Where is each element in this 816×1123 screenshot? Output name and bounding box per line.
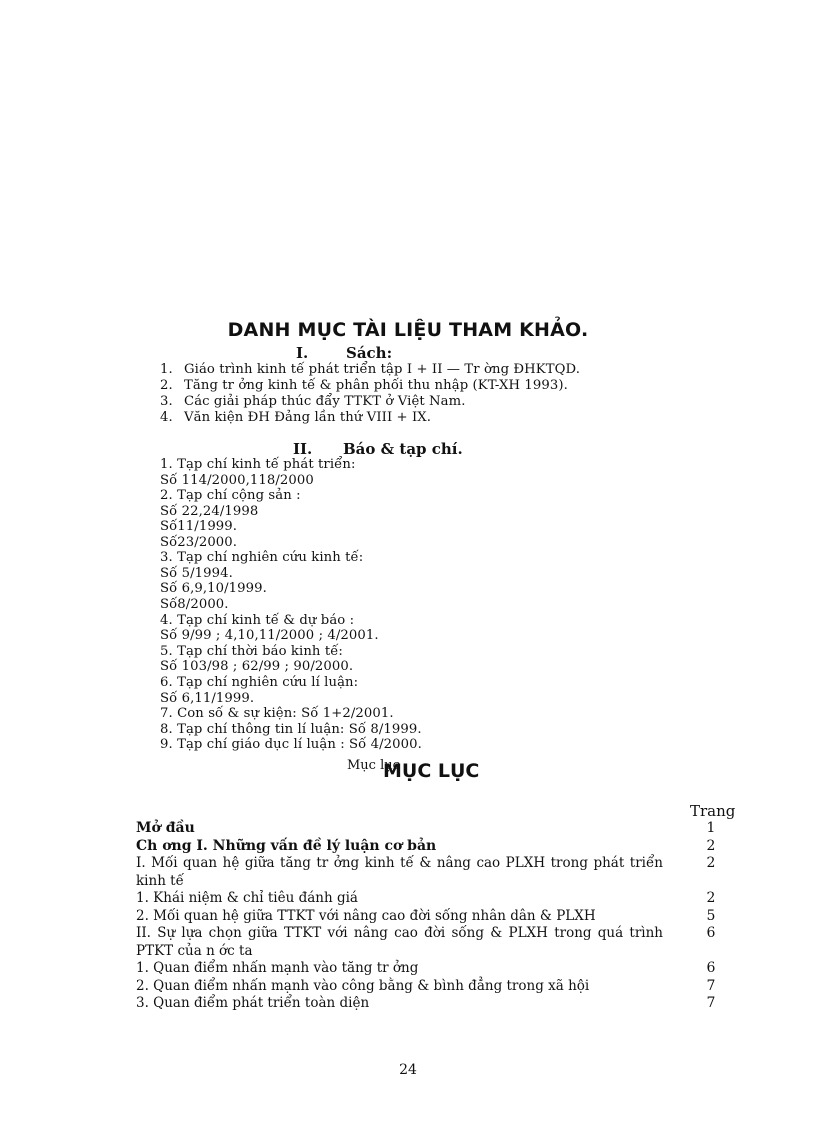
toc-entry-page: 1 <box>706 820 716 836</box>
toc-entry-page: 7 <box>706 995 716 1011</box>
toc-entry <box>136 995 736 1013</box>
toc-entry <box>136 890 736 908</box>
toc-entry-page: 2 <box>706 855 716 871</box>
toc-entry-page: 5 <box>706 907 716 924</box>
list-item: 2. Tăng tr ởng kinh tế & phân phối thu nhập (KT-XH 1993). <box>160 378 568 393</box>
toc-entry <box>136 908 736 926</box>
toc-entry-page: 6 <box>706 960 716 976</box>
list-item: Số23/2000. <box>160 535 238 550</box>
list-item: Số 6,9,10/1999. <box>160 581 267 596</box>
list-item: 1. Giáo trình kinh tế phát triển tập I + II — Tr ờng ĐHKTQD. <box>160 362 581 377</box>
section-title: Báo & tạp chí. <box>343 440 463 458</box>
list-item: 7. Con số & sự kiện: Số 1+2/2001. <box>160 706 394 721</box>
table-of-contents <box>136 820 736 1013</box>
toc-entry-text: Mở đầu <box>136 820 195 836</box>
list-item: 1. Tạp chí kinh tế phát triển: <box>160 457 356 472</box>
page-number: 24 <box>399 1062 417 1078</box>
list-item: 4. Văn kiện ĐH Đảng lần thứ VIII + IX. <box>160 410 432 425</box>
list-item: 4. Tạp chí kinh tế & dự báo : <box>160 613 355 628</box>
section-heading-journals <box>293 440 463 458</box>
section-number: I. <box>296 344 309 362</box>
toc-entry-text: Ch ơng I. Những vấn đề lý luận cơ bản <box>136 837 437 854</box>
toc-entry-text: 3. Quan điểm phát triển toàn diện <box>136 995 370 1011</box>
toc-entry-page: 6 <box>706 925 716 941</box>
list-item: 3. Các giải pháp thúc đẩy TTKT ở Việt Nam. <box>160 394 466 409</box>
section-title: Sách: <box>346 344 393 362</box>
list-item: 9. Tạp chí giáo dục lí luận : Số 4/2000. <box>160 737 422 752</box>
list-item: 2. Tạp chí cộng sản : <box>160 488 301 503</box>
section-number: II. <box>293 440 313 458</box>
toc-entry <box>136 978 736 996</box>
section-heading-books <box>296 344 392 362</box>
toc-title: MỤC LỤC <box>383 760 480 782</box>
list-item: Số 103/98 ; 62/99 ; 90/2000. <box>160 659 354 674</box>
list-item: Số 9/99 ; 4,10,11/2000 ; 4/2001. <box>160 628 379 643</box>
toc-entry <box>136 820 736 838</box>
list-item: 3. Tạp chí nghiên cứu kinh tế: <box>160 550 364 565</box>
list-item: 6. Tạp chí nghiên cứu lí luận: <box>160 675 359 690</box>
toc-page-column-header: Trang <box>690 802 736 820</box>
list-item: Số 114/2000,118/2000 <box>160 473 314 488</box>
list-item: Số8/2000. <box>160 597 229 612</box>
list-item: Số 22,24/1998 <box>160 504 259 519</box>
toc-entry <box>136 925 736 960</box>
toc-entry-text: 2. Quan điểm nhấn mạnh vào công bằng & bình đẳng trong xã hội <box>136 977 590 994</box>
toc-entry-text: II. Sự lựa chọn giữa TTKT với nâng cao đời sống & PLXH trong quá trình PTKT của n ớc ta <box>136 925 663 959</box>
toc-entry <box>136 855 736 890</box>
toc-entry-page: 2 <box>706 837 716 854</box>
toc-entry <box>136 838 736 856</box>
toc-entry-text: 1. Khái niệm & chỉ tiêu đánh giá <box>136 890 358 906</box>
toc-small-title: Mục lục <box>347 758 400 773</box>
list-item: Số11/1999. <box>160 519 238 534</box>
toc-entry-text: 2. Mối quan hệ giữa TTKT với nâng cao đời sống nhân dân & PLXH <box>136 907 596 924</box>
list-item: Số 6,11/1999. <box>160 691 255 706</box>
toc-entry-page: 2 <box>706 890 716 906</box>
page-title: DANH MỤC TÀI LIỆU THAM KHẢO. <box>227 319 589 341</box>
toc-entry <box>136 960 736 978</box>
toc-entry-text: I. Mối quan hệ giữa tăng tr ởng kinh tế & nâng cao PLXH trong phát triển kinh tế <box>136 855 663 889</box>
list-item: 5. Tạp chí thời báo kinh tế: <box>160 644 343 659</box>
toc-entry-text: 1. Quan điểm nhấn mạnh vào tăng tr ởng <box>136 960 419 976</box>
list-item: Số 5/1994. <box>160 566 233 581</box>
list-item: 8. Tạp chí thông tin lí luận: Số 8/1999. <box>160 722 422 737</box>
toc-entry-page: 7 <box>706 977 716 994</box>
